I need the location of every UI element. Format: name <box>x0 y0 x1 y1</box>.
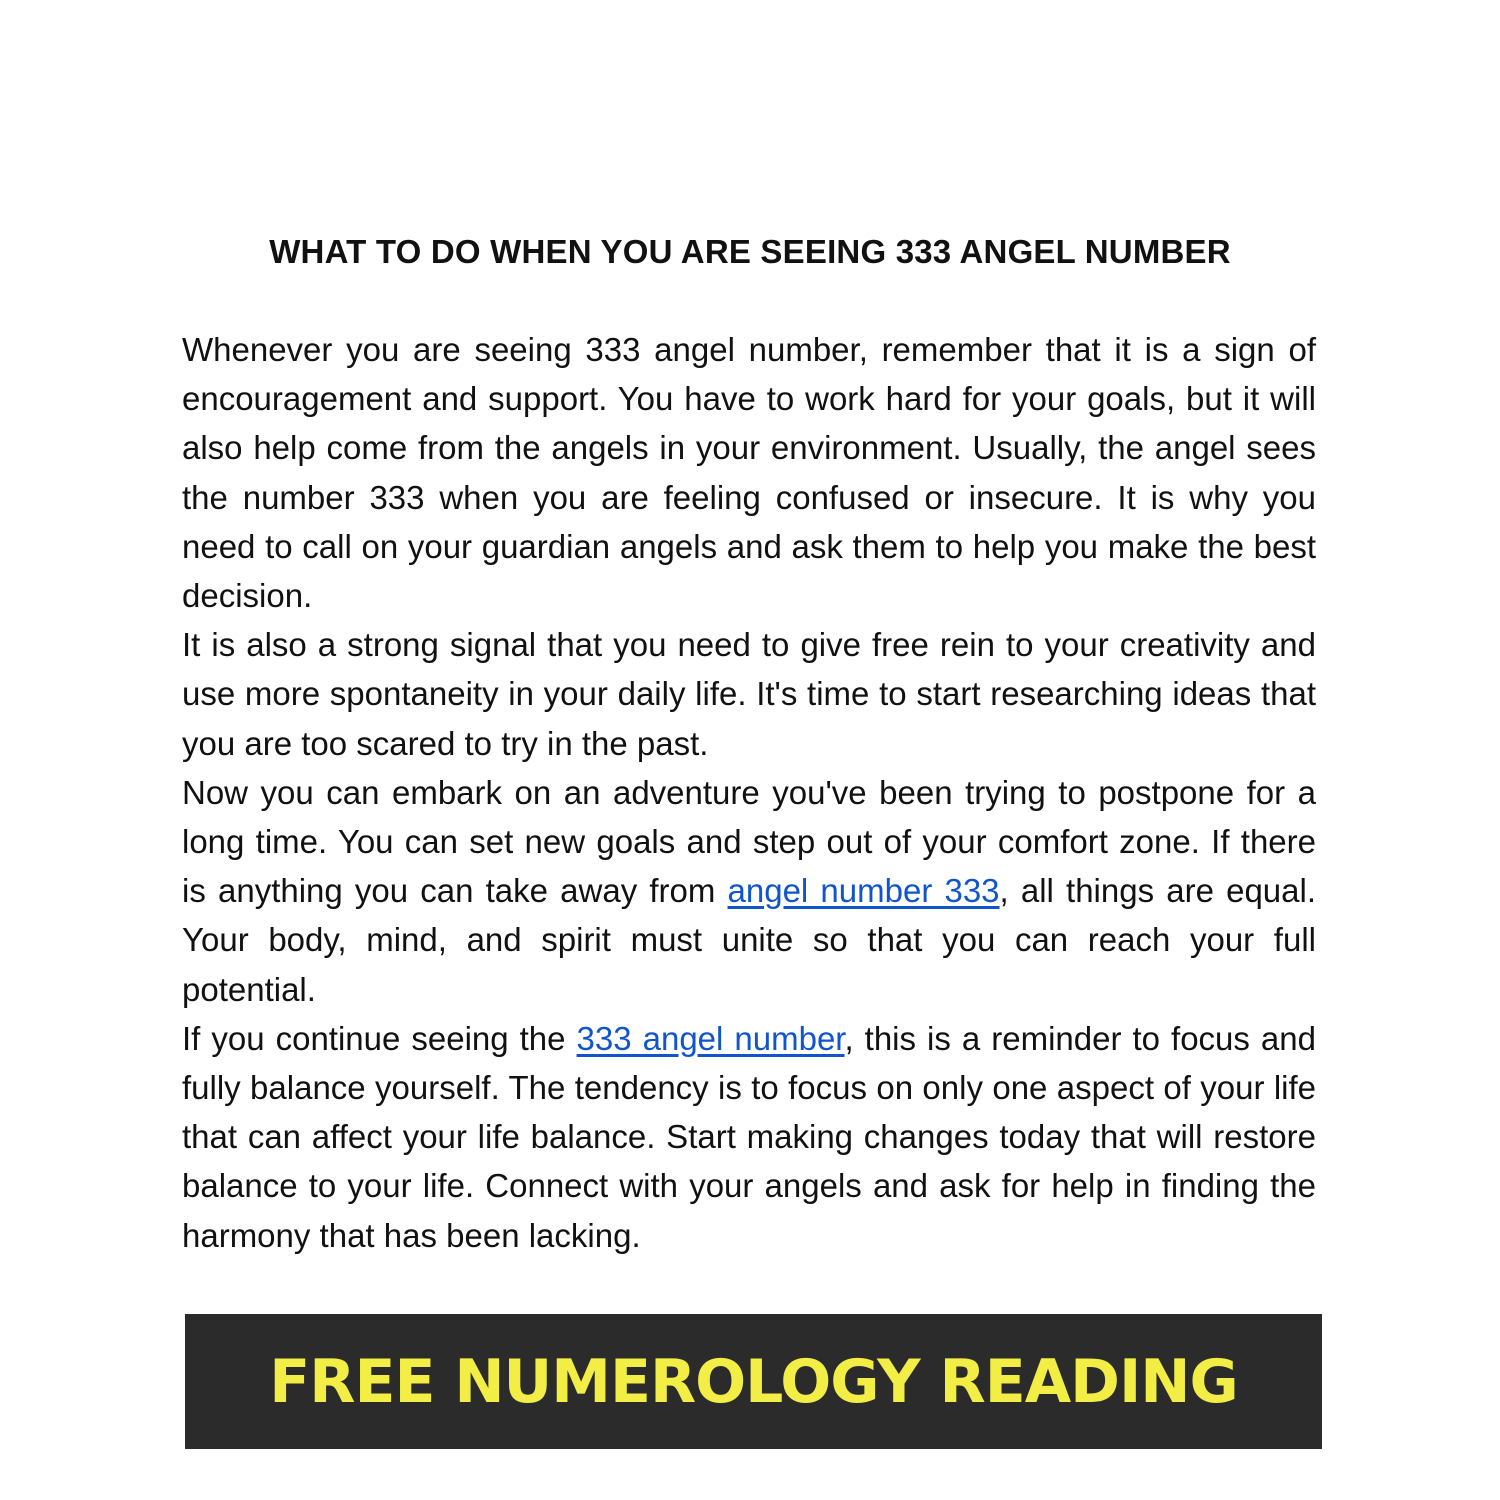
article-body <box>182 325 1316 1260</box>
free-numerology-banner[interactable] <box>185 1314 1322 1449</box>
paragraph-3-text-before: Now you can embark on an adventure you've been trying to postpone for a long time. You can set new goals and step out of your comfort zone. If there is anything you can take away from <box>182 773 1316 910</box>
paragraph-4 <box>182 1014 1316 1260</box>
333-angel-number-link[interactable]: 333 angel number <box>576 1019 845 1057</box>
paragraph-4-text-after: , this is a reminder to focus and fully balance yourself. The tendency is to focus on only one aspect of your life that can affect your life balance. Start making changes today that will restore balance to your life. Connect with your angels and ask for help in finding the harmony that has been lacking. <box>182 1019 1316 1254</box>
paragraph-2: It is also a strong signal that you need to give free rein to your creativity and use more spontaneity in your daily life. It's time to start researching ideas that you are too scared to try in the past. <box>182 626 1316 762</box>
paragraph-1: Whenever you are seeing 333 angel number, remember that it is a sign of encouragement and support. You have to work hard for your goals, but it will also help come from the angels in your environment. Usually, the angel sees the number 333 when you are feeling confused or insecure. It is why you need to call on your guardian angels and ask them to help you make the best decision. <box>182 331 1316 615</box>
paragraph-4-text-before: If you continue seeing the <box>182 1019 577 1057</box>
paragraph-3-text-after: , all things are equal. Your body, mind, and spirit must unite so that you can reach your full potential. <box>182 872 1317 1008</box>
page-title: WHAT TO DO WHEN YOU ARE SEEING 333 ANGEL NUMBER <box>269 233 1231 270</box>
angel-number-333-link[interactable]: angel number 333 <box>727 872 1000 910</box>
banner-text: FREE NUMEROLOGY READING <box>269 1346 1238 1417</box>
paragraph-3 <box>182 768 1316 1014</box>
